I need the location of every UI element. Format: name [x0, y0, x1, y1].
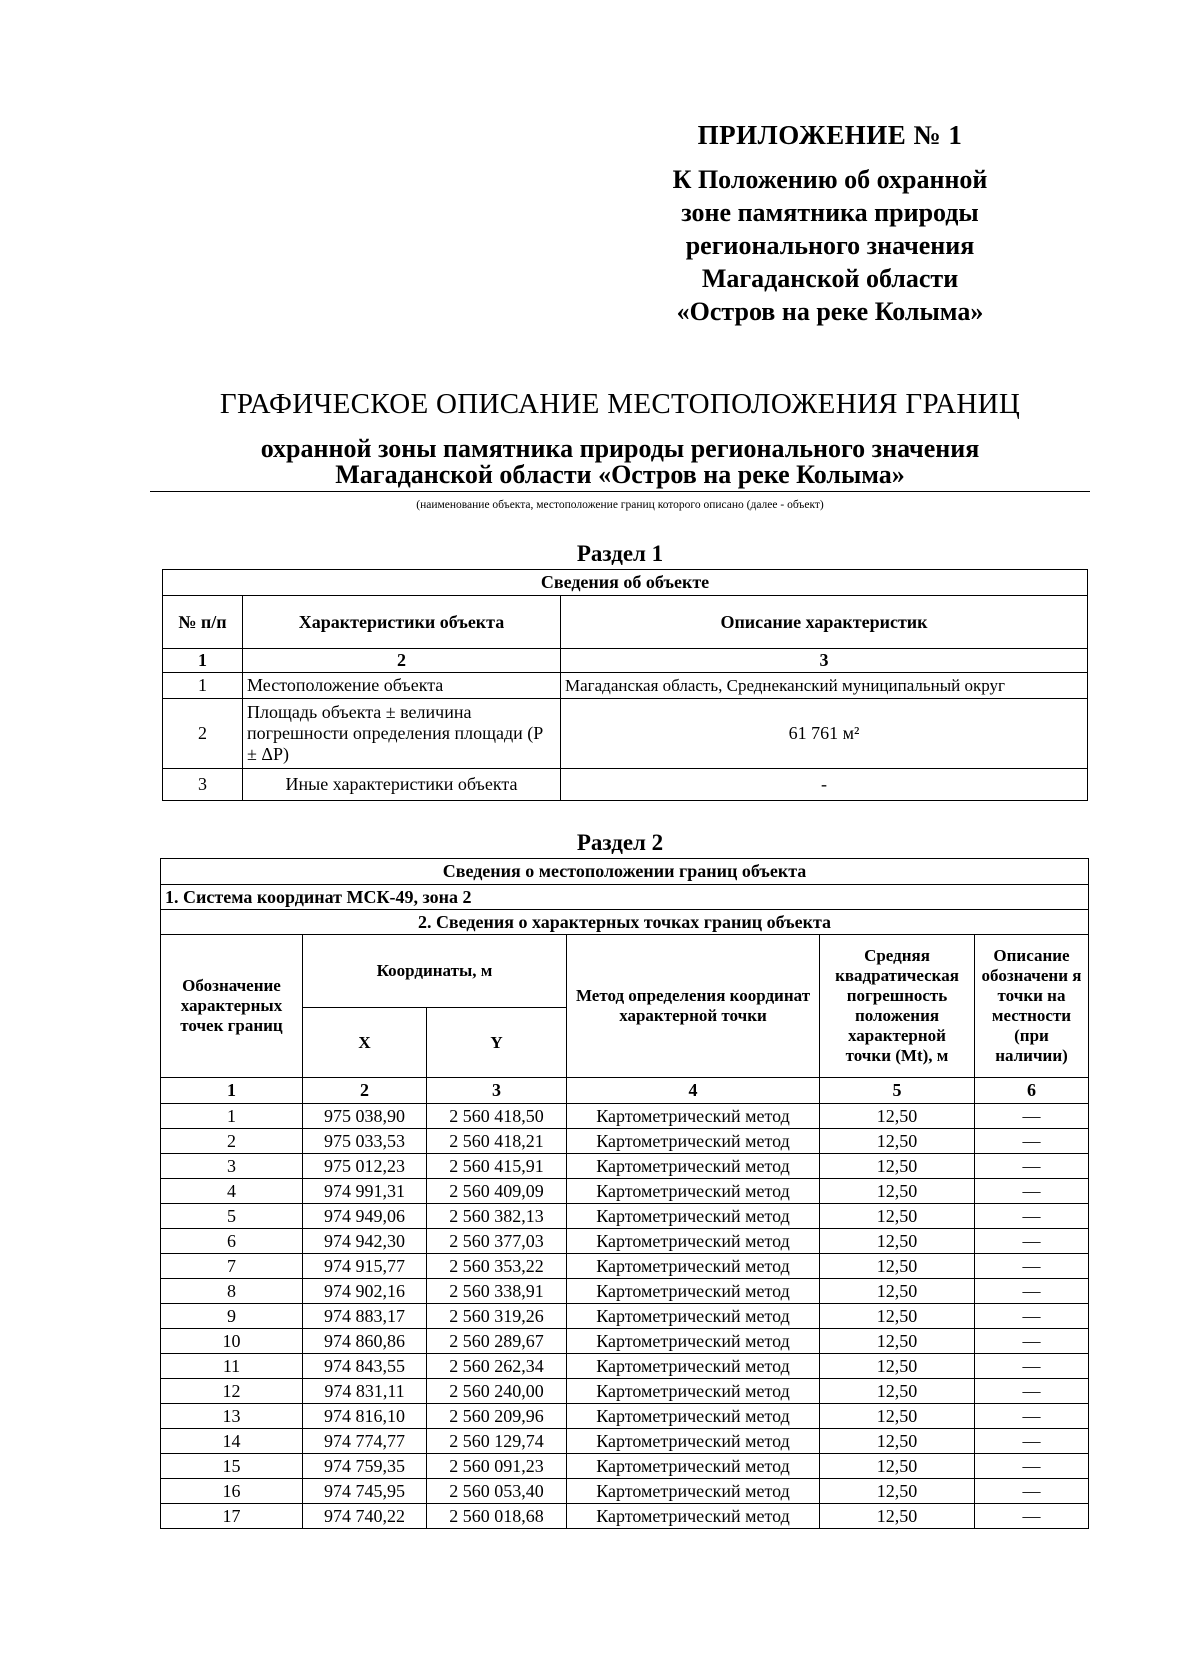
point-y: 2 560 262,34 [427, 1354, 567, 1379]
table-row [161, 1254, 1089, 1279]
point-mean-error: 12,50 [820, 1129, 975, 1154]
point-description: — [975, 1479, 1089, 1504]
col-number: 5 [820, 1078, 975, 1104]
table-row [163, 673, 1088, 699]
point-description: — [975, 1279, 1089, 1304]
point-number: 7 [161, 1254, 303, 1279]
point-mean-error: 12,50 [820, 1154, 975, 1179]
table-row [163, 769, 1088, 801]
point-description: — [975, 1229, 1089, 1254]
point-number: 17 [161, 1504, 303, 1529]
point-method: Картометрический метод [567, 1129, 820, 1154]
header-description: Описание характеристик [561, 596, 1088, 649]
point-method: Картометрический метод [567, 1454, 820, 1479]
section-1-title: Раздел 1 [576, 541, 664, 566]
table-row [161, 1104, 1089, 1129]
point-y: 2 560 053,40 [427, 1479, 567, 1504]
table-row [161, 1279, 1089, 1304]
col-number: 4 [567, 1078, 820, 1104]
point-x: 974 774,77 [303, 1429, 427, 1454]
object-name-note: (наименование объекта, местоположение границ которого описано (далее - объект) [416, 499, 824, 511]
point-description: — [975, 1179, 1089, 1204]
point-number: 5 [161, 1204, 303, 1229]
document-title: ГРАФИЧЕСКОЕ ОПИСАНИЕ МЕСТОПОЛОЖЕНИЯ ГРАНИЦ [219, 388, 1021, 420]
point-mean-error: 12,50 [820, 1254, 975, 1279]
header-designation: Обозначение характерных точек границ [161, 935, 303, 1078]
point-mean-error: 12,50 [820, 1454, 975, 1479]
point-description: — [975, 1354, 1089, 1379]
row-value: 61 761 м² [561, 699, 1088, 769]
point-description: — [975, 1329, 1089, 1354]
point-method: Картометрический метод [567, 1279, 820, 1304]
point-mean-error: 12,50 [820, 1279, 975, 1304]
point-y: 2 560 415,91 [427, 1154, 567, 1179]
table-row [161, 1454, 1089, 1479]
point-number: 14 [161, 1429, 303, 1454]
object-name-line-1: охранной зоны памятника природы регионального значения [260, 434, 980, 463]
point-mean-error: 12,50 [820, 1304, 975, 1329]
point-y: 2 560 338,91 [427, 1279, 567, 1304]
point-method: Картометрический метод [567, 1504, 820, 1529]
header-number: № п/п [163, 596, 243, 649]
point-method: Картометрический метод [567, 1479, 820, 1504]
point-mean-error: 12,50 [820, 1204, 975, 1229]
boundary-table-title: Сведения о местоположении границ объекта [161, 859, 1089, 885]
appendix-line: регионального значения [685, 231, 975, 260]
point-number: 8 [161, 1279, 303, 1304]
point-method: Картометрический метод [567, 1179, 820, 1204]
point-x: 975 038,90 [303, 1104, 427, 1129]
col-number: 2 [243, 649, 561, 673]
point-y: 2 560 377,03 [427, 1229, 567, 1254]
point-number: 4 [161, 1179, 303, 1204]
point-method: Картометрический метод [567, 1304, 820, 1329]
table-row [161, 1379, 1089, 1404]
point-y: 2 560 289,67 [427, 1329, 567, 1354]
point-method: Картометрический метод [567, 1204, 820, 1229]
point-number: 9 [161, 1304, 303, 1329]
table-row [161, 1329, 1089, 1354]
col-number: 2 [303, 1078, 427, 1104]
row-number: 3 [163, 769, 243, 801]
object-name [150, 436, 1090, 488]
point-number: 13 [161, 1404, 303, 1429]
table-row [161, 1479, 1089, 1504]
header-mean-error: Средняя квадратическая погрешность положения характерной точки (Mt), м [820, 935, 975, 1078]
row-number: 2 [163, 699, 243, 769]
point-method: Картометрический метод [567, 1154, 820, 1179]
header-y: Y [427, 1008, 567, 1078]
table-row [161, 1204, 1089, 1229]
point-x: 974 915,77 [303, 1254, 427, 1279]
point-number: 10 [161, 1329, 303, 1354]
point-mean-error: 12,50 [820, 1354, 975, 1379]
point-number: 12 [161, 1379, 303, 1404]
point-y: 2 560 018,68 [427, 1504, 567, 1529]
section-2-title: Раздел 2 [576, 830, 664, 855]
point-y: 2 560 129,74 [427, 1429, 567, 1454]
header-characteristics: Характеристики объекта [243, 596, 561, 649]
point-y: 2 560 209,96 [427, 1404, 567, 1429]
point-mean-error: 12,50 [820, 1104, 975, 1129]
point-y: 2 560 091,23 [427, 1454, 567, 1479]
table-row [161, 1229, 1089, 1254]
point-x: 974 949,06 [303, 1204, 427, 1229]
point-method: Картометрический метод [567, 1104, 820, 1129]
object-name-underline [150, 491, 1090, 492]
appendix-line: К Положению об охранной [672, 165, 988, 194]
col-number: 1 [163, 649, 243, 673]
appendix-number: ПРИЛОЖЕНИЕ № 1 [697, 120, 963, 150]
point-y: 2 560 418,21 [427, 1129, 567, 1154]
table-row [161, 1129, 1089, 1154]
point-y: 2 560 418,50 [427, 1104, 567, 1129]
row-characteristic: Иные характеристики объекта [243, 769, 561, 801]
point-x: 974 902,16 [303, 1279, 427, 1304]
point-x: 974 860,86 [303, 1329, 427, 1354]
point-mean-error: 12,50 [820, 1479, 975, 1504]
point-description: — [975, 1129, 1089, 1154]
table-row [161, 1429, 1089, 1454]
col-number: 3 [427, 1078, 567, 1104]
point-description: — [975, 1404, 1089, 1429]
point-description: — [975, 1379, 1089, 1404]
point-description: — [975, 1204, 1089, 1229]
point-mean-error: 12,50 [820, 1504, 975, 1529]
point-mean-error: 12,50 [820, 1329, 975, 1354]
point-x: 974 883,17 [303, 1304, 427, 1329]
appendix-line: «Остров на реке Колыма» [676, 297, 984, 326]
appendix-line: Магаданской области [701, 264, 959, 293]
point-number: 11 [161, 1354, 303, 1379]
point-method: Картометрический метод [567, 1254, 820, 1279]
point-description: — [975, 1429, 1089, 1454]
point-method: Картометрический метод [567, 1229, 820, 1254]
row-characteristic: Местоположение объекта [243, 673, 561, 699]
header-coordinates: Координаты, м [303, 935, 567, 1008]
object-info-table-title: Сведения об объекте [163, 570, 1088, 596]
point-number: 16 [161, 1479, 303, 1504]
point-x: 974 816,10 [303, 1404, 427, 1429]
point-x: 975 012,23 [303, 1154, 427, 1179]
object-info-table [162, 569, 1088, 801]
table-row [161, 1504, 1089, 1529]
object-name-line-2: Магаданской области «Остров на реке Колыма» [335, 460, 905, 489]
point-y: 2 560 240,00 [427, 1379, 567, 1404]
point-method: Картометрический метод [567, 1354, 820, 1379]
point-mean-error: 12,50 [820, 1404, 975, 1429]
table-row [161, 1404, 1089, 1429]
point-method: Картометрический метод [567, 1429, 820, 1454]
point-x: 975 033,53 [303, 1129, 427, 1154]
point-method: Картометрический метод [567, 1329, 820, 1354]
points-section-title: 2. Сведения о характерных точках границ объекта [161, 910, 1089, 935]
col-number: 1 [161, 1078, 303, 1104]
point-mean-error: 12,50 [820, 1429, 975, 1454]
point-x: 974 942,30 [303, 1229, 427, 1254]
row-characteristic: Площадь объекта ± величина погрешности определения площади (Р ± ΔР) [243, 699, 561, 769]
point-mean-error: 12,50 [820, 1179, 975, 1204]
point-y: 2 560 409,09 [427, 1179, 567, 1204]
point-description: — [975, 1104, 1089, 1129]
table-row [163, 699, 1088, 769]
point-method: Картометрический метод [567, 1379, 820, 1404]
point-x: 974 831,11 [303, 1379, 427, 1404]
point-x: 974 759,35 [303, 1454, 427, 1479]
point-mean-error: 12,50 [820, 1379, 975, 1404]
table-row [161, 1354, 1089, 1379]
point-y: 2 560 382,13 [427, 1204, 567, 1229]
point-number: 2 [161, 1129, 303, 1154]
point-mean-error: 12,50 [820, 1229, 975, 1254]
point-number: 15 [161, 1454, 303, 1479]
table-row [161, 1179, 1089, 1204]
point-x: 974 740,22 [303, 1504, 427, 1529]
table-row [161, 1154, 1089, 1179]
appendix-line: зоне памятника природы [681, 198, 979, 227]
point-x: 974 745,95 [303, 1479, 427, 1504]
point-number: 3 [161, 1154, 303, 1179]
header-method: Метод определения координат характерной точки [567, 935, 820, 1078]
point-y: 2 560 319,26 [427, 1304, 567, 1329]
appendix-header [640, 120, 1020, 328]
point-x: 974 991,31 [303, 1179, 427, 1204]
point-description: — [975, 1454, 1089, 1479]
point-description: — [975, 1504, 1089, 1529]
boundary-points-table [160, 858, 1089, 1529]
point-description: — [975, 1254, 1089, 1279]
point-number: 6 [161, 1229, 303, 1254]
point-x: 974 843,55 [303, 1354, 427, 1379]
point-method: Картометрический метод [567, 1404, 820, 1429]
col-number: 3 [561, 649, 1088, 673]
table-row [161, 1304, 1089, 1329]
row-number: 1 [163, 673, 243, 699]
header-point-description: Описание обозначени я точки на местности (при наличии) [975, 935, 1089, 1078]
col-number: 6 [975, 1078, 1089, 1104]
point-y: 2 560 353,22 [427, 1254, 567, 1279]
header-x: X [303, 1008, 427, 1078]
point-number: 1 [161, 1104, 303, 1129]
row-value: - [561, 769, 1088, 801]
coordinate-system: 1. Система координат МСК-49, зона 2 [161, 885, 1089, 910]
row-value: Магаданская область, Среднеканский муниципальный округ [561, 673, 1088, 699]
point-description: — [975, 1154, 1089, 1179]
point-description: — [975, 1304, 1089, 1329]
